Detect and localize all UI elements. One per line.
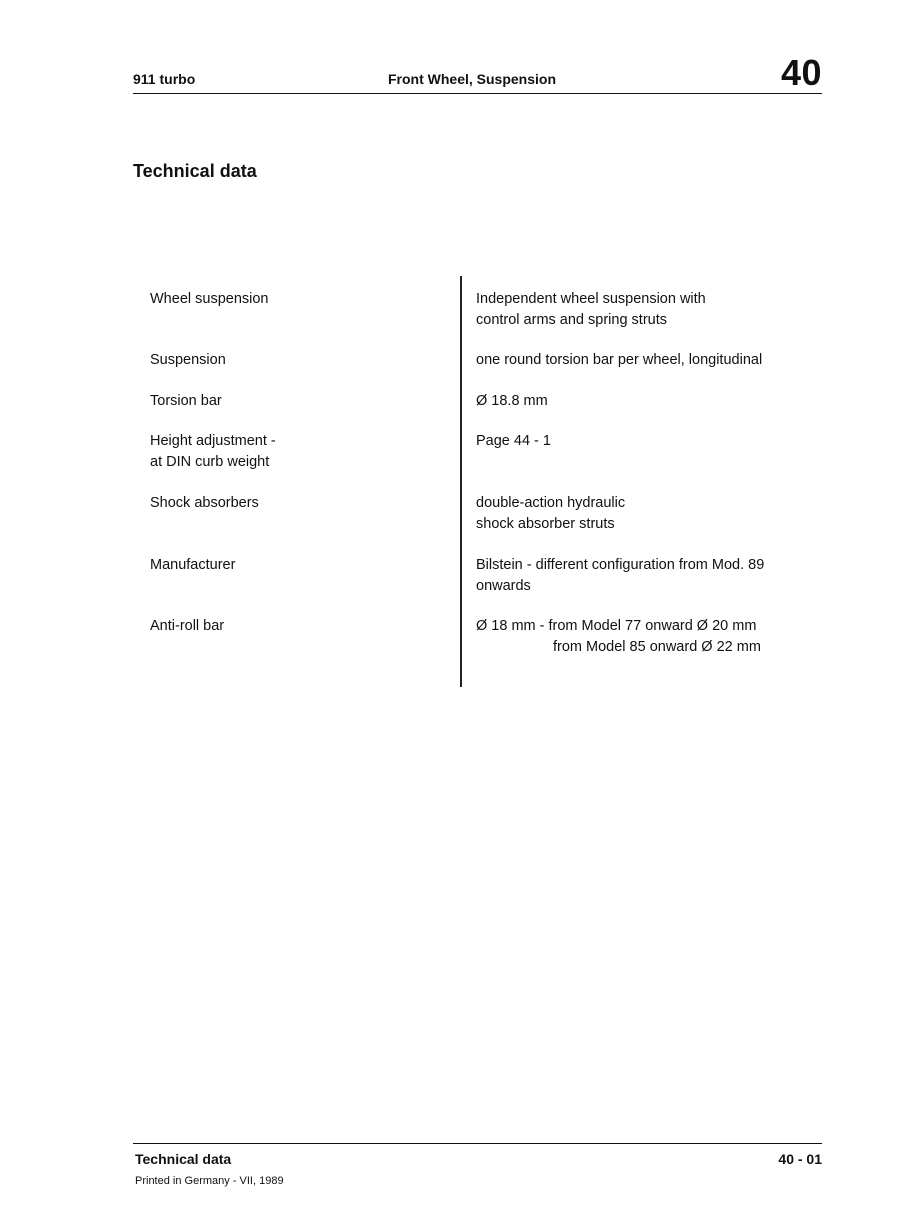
header-group-number: 40 xyxy=(780,52,822,93)
spec-value-line: Ø 18.8 mm xyxy=(476,393,548,409)
spec-value xyxy=(476,431,806,452)
spec-label xyxy=(150,431,440,473)
spec-label xyxy=(150,391,440,412)
spec-label xyxy=(150,350,440,371)
section-heading: Technical data xyxy=(133,161,257,181)
header-title: Front Wheel, Suspension xyxy=(388,71,557,87)
footer-page-number: 40 - 01 xyxy=(778,1151,822,1167)
spec-value-line: onwards xyxy=(476,578,531,594)
spec-value-line: one round torsion bar per wheel, longitudinal xyxy=(476,352,763,368)
spec-value xyxy=(476,555,806,597)
spec-label-line: at DIN curb weight xyxy=(150,454,270,470)
spec-label-line: Suspension xyxy=(150,352,226,368)
spec-label-line: Wheel suspension xyxy=(150,291,269,307)
spec-value-line: control arms and spring struts xyxy=(476,312,667,328)
spec-label xyxy=(150,289,440,310)
footer-section-title: Technical data xyxy=(135,1151,232,1167)
spec-label-line: Anti-roll bar xyxy=(150,618,225,634)
header-model: 911 turbo xyxy=(133,71,196,87)
spec-value-line: Independent wheel suspension with xyxy=(476,291,706,307)
spec-label-line: Shock absorbers xyxy=(150,495,259,511)
spec-value xyxy=(476,350,806,371)
spec-value-line: Ø 18 mm - from Model 77 onward Ø 20 mm xyxy=(476,618,757,634)
spec-value xyxy=(476,493,806,535)
spec-value xyxy=(476,616,806,658)
spec-label xyxy=(150,555,440,576)
spec-label-line: Torsion bar xyxy=(150,393,222,409)
spec-value xyxy=(476,391,806,412)
spec-label xyxy=(150,616,440,637)
spec-label-line: Height adjustment - xyxy=(150,433,276,449)
spec-label-line: Manufacturer xyxy=(150,557,236,573)
spec-value-line: shock absorber struts xyxy=(476,516,615,532)
spec-value-line: Bilstein - different configuration from Mod. 89 xyxy=(476,557,765,573)
header-rule xyxy=(133,93,822,94)
spec-value-line: double-action hydraulic xyxy=(476,495,626,511)
spec-value-line: from Model 85 onward Ø 22 mm xyxy=(553,639,761,655)
footer-printed-note: Printed in Germany - VII, 1989 xyxy=(135,1175,284,1187)
footer-rule xyxy=(133,1143,822,1144)
spec-value xyxy=(476,289,806,331)
table-divider xyxy=(460,276,462,687)
spec-value-line: Page 44 - 1 xyxy=(476,433,551,449)
spec-label xyxy=(150,493,440,514)
